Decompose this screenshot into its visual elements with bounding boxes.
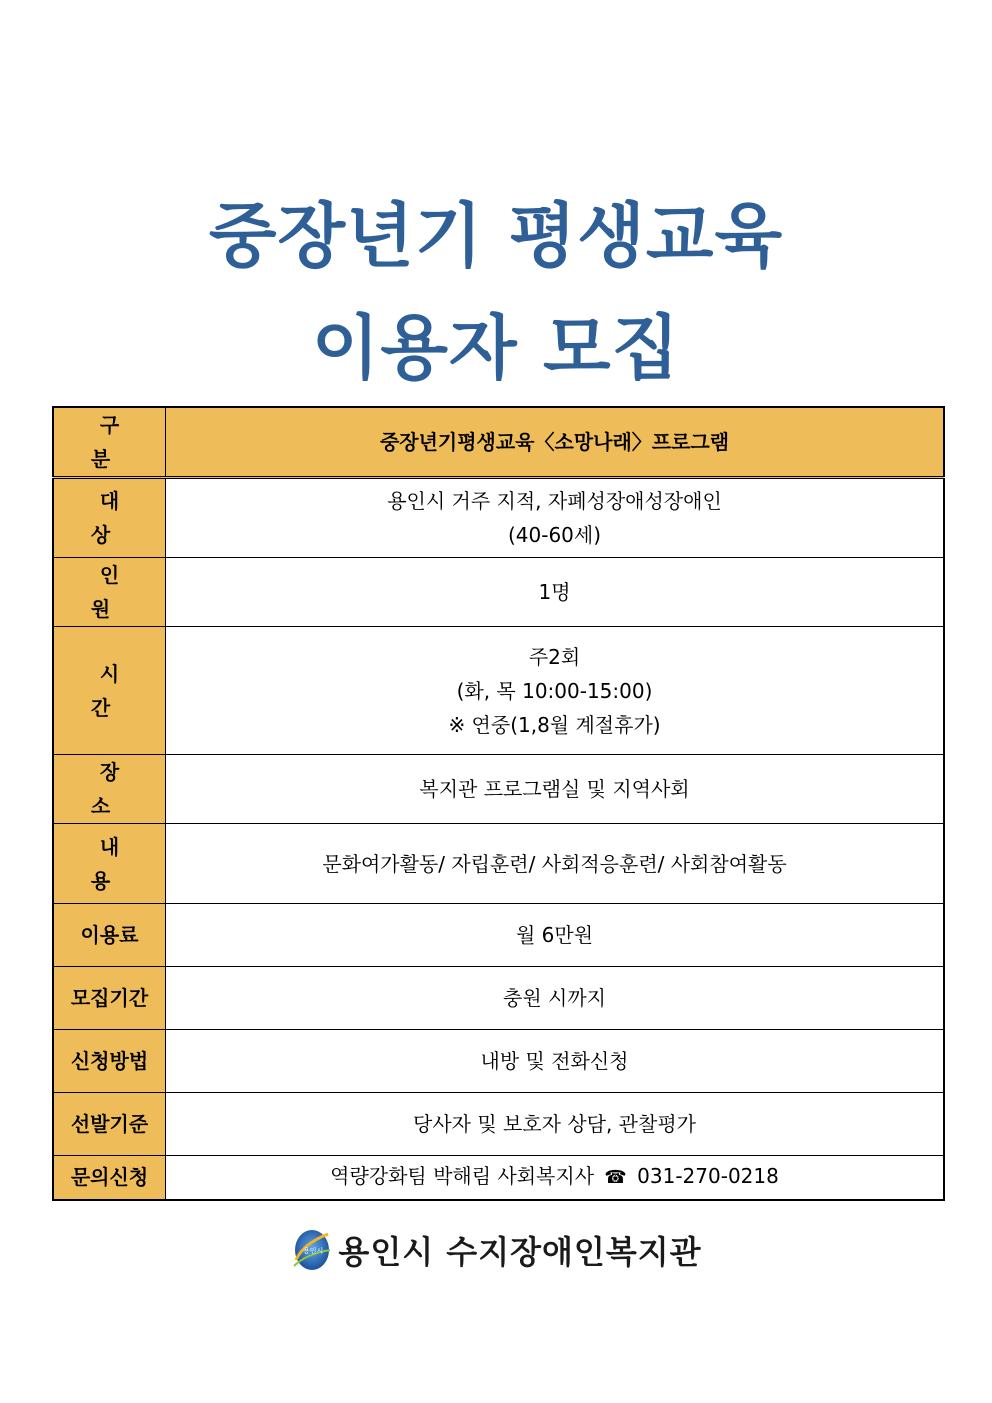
yongin-city-logo-icon [290, 1226, 332, 1274]
organization-name: 용인시 수지장애인복지관 [338, 1233, 702, 1271]
row-value: 주2회 (화, 목 10:00-15:00) ※ 연중(1,8월 계절휴가) [166, 627, 945, 755]
row-value: 내방 및 전화신청 [166, 1030, 945, 1093]
footer [0, 1222, 992, 1278]
table-row-time [53, 627, 944, 755]
table-row-period [53, 967, 944, 1030]
row-label: 신청방법 [53, 1030, 166, 1093]
row-value: 월 6만원 [166, 904, 945, 967]
row-value: 용인시 거주 지적, 자폐성장애성장애인 (40-60세) [166, 478, 945, 558]
program-info-table [52, 406, 945, 1201]
header-value-cell: 중장년기평생교육〈소망나래〉프로그램 [166, 407, 945, 478]
header-label-cell: 구 분 [53, 407, 166, 478]
row-label: 인 원 [53, 558, 166, 627]
table-row-fee [53, 904, 944, 967]
page-title-line2: 이용자 모집 [311, 307, 681, 389]
table-header-row [53, 407, 944, 478]
row-label: 장 소 [53, 755, 166, 824]
page-title-line1: 중장년기 평생교육 [208, 195, 784, 277]
table-row-content [53, 824, 944, 904]
phone-icon: ☎ [604, 1167, 627, 1189]
row-value: 당사자 및 보호자 상담, 관찰평가 [166, 1093, 945, 1156]
table-row-apply [53, 1030, 944, 1093]
row-label: 내 용 [53, 824, 166, 904]
row-label: 시 간 [53, 627, 166, 755]
row-value [166, 1156, 945, 1200]
contact-phone: 031-270-0218 [637, 1164, 779, 1189]
row-value: 문화여가활동/ 자립훈련/ 사회적응훈련/ 사회참여활동 [166, 824, 945, 904]
table-row-place [53, 755, 944, 824]
row-label: 문의신청 [53, 1156, 166, 1200]
row-value: 복지관 프로그램실 및 지역사회 [166, 755, 945, 824]
table-row-target [53, 478, 944, 558]
row-label: 이용료 [53, 904, 166, 967]
table-row-count [53, 558, 944, 627]
row-value: 1명 [166, 558, 945, 627]
table-row-criteria [53, 1093, 944, 1156]
row-label: 선발기준 [53, 1093, 166, 1156]
contact-person: 역량강화팀 박해림 사회복지사 [330, 1164, 595, 1189]
svg-text:용인시: 용인시 [303, 1247, 324, 1255]
row-value: 충원 시까지 [166, 967, 945, 1030]
table-row-contact [53, 1156, 944, 1200]
row-label: 모집기간 [53, 967, 166, 1030]
row-label: 대 상 [53, 478, 166, 558]
